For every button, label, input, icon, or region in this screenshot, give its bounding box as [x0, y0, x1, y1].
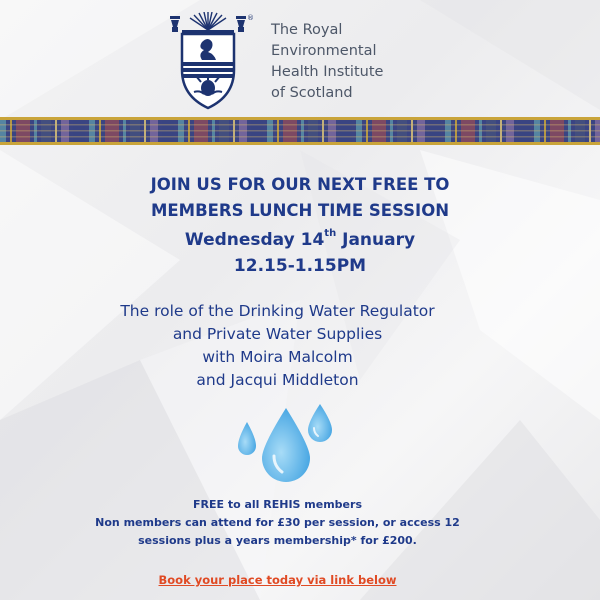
talk-line: The role of the Drinking Water Regulator: [120, 302, 435, 320]
headline-line: MEMBERS LUNCH TIME SESSION: [150, 201, 450, 220]
pricing-line: Non members can attend for £30 per session, or access 12: [95, 516, 460, 529]
talk-line: and Jacqui Middleton: [196, 371, 359, 389]
date-suffix: January: [336, 230, 416, 250]
org-name-line: Health Institute: [271, 64, 384, 80]
header: [0, 0, 600, 118]
tartan-band: [0, 117, 600, 145]
booking-link[interactable]: Book your place today via link below: [158, 573, 397, 587]
org-name-line: Environmental: [271, 43, 377, 59]
date-ordinal: th: [324, 228, 337, 240]
pricing-line: FREE to all REHIS members: [192, 498, 362, 511]
event-date: [0, 230, 600, 250]
event-headline: [0, 172, 600, 224]
talk-line: and Private Water Supplies: [172, 325, 383, 343]
headline-line: JOIN US FOR OUR NEXT FREE TO: [150, 175, 450, 194]
rehis-crest-icon: [168, 12, 248, 110]
talk-line: with Moira Malcolm: [202, 348, 353, 366]
event-time: 12.15-1.15PM: [233, 256, 367, 276]
org-name-line: of Scotland: [271, 85, 353, 101]
talk-description: [0, 300, 555, 392]
pricing-info: [0, 496, 555, 550]
org-name: [271, 20, 471, 104]
date-prefix: Wednesday 14: [184, 230, 325, 250]
registered-mark: ®: [247, 14, 254, 22]
water-drops-icon: [230, 400, 342, 484]
org-name-line: The Royal: [271, 22, 343, 38]
pricing-line: sessions plus a years membership* for £200.: [138, 534, 417, 547]
